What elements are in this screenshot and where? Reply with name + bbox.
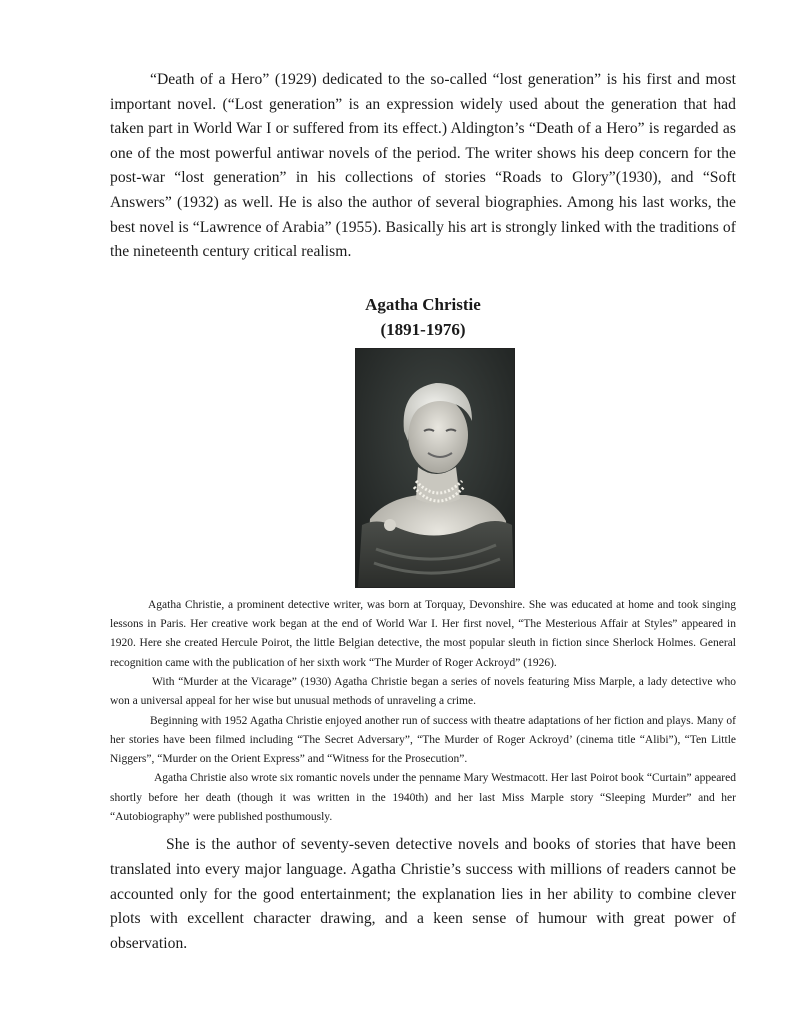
biography-paragraph-1: Agatha Christie, a prominent detective writer, was born at Torquay, Devonshire. She was educated at home and took singing lessons in Paris. Her creative work began at the end of World War I. Her first novel, “The Mesterious Affair at Styles” appeared in 1920. Here she created Hercule Poirot, the little Belgian detective, the most popular sleuth in fiction since Sherlock Holmes. General recognition came with the publication of her sixth work “The Murder of Roger Ackroyd” (1926). bbox=[110, 598, 736, 669]
document-page bbox=[110, 68, 736, 956]
biography-paragraph-2: With “Murder at the Vicarage” (1930) Agatha Christie began a series of novels featuring Miss Marple, a lady detective who won a universal appeal for her wise but unusual methods of unraveling a crime. bbox=[110, 675, 736, 708]
biography-paragraph-4: Agatha Christie also wrote six romantic novels under the penname Mary Westmacott. Her last Poirot book “Curtain” appeared shortly before her death (though it was written in the 1940th) and her last Miss Marple story “Sleeping Murder” and her “Autobiography” were published posthumously. bbox=[110, 772, 736, 824]
closing-paragraph: She is the author of seventy-seven detective novels and books of stories that have been translated into every major language. Agatha Christie’s success with millions of readers cannot be accounted only for the good entertainment; the explanation lies in her ability to combine clever plots with excellent character drawing, and a keen sense of humour with great power of observation. bbox=[110, 836, 736, 952]
intro-paragraph: “Death of a Hero” (1929) dedicated to the so-called “lost generation” is his first and most important novel. (“Lost generation” is an expression widely used about the generation that had taken part in World War I or suffered from its effect.) Aldington’s “Death of a Hero” is regarded as one of the most powerful antiwar novels of the period. The writer shows his deep concern for the post-war “lost generation” in his collections of stories “Roads to Glory”(1930), and “Soft Answers” (1932) as well. He is also the author of several biographies. Among his last works, the best novel is “Lawrence of Arabia” (1955). Basically his art is strongly linked with the traditions of the nineteenth century critical realism. bbox=[110, 71, 736, 261]
biography-paragraph-3: Beginning with 1952 Agatha Christie enjoyed another run of success with theatre adaptations of her fiction and plays. Many of her stories have been filmed including “The Secret Adversary”, “The Murder of Roger Ackroyd’ (cinema title “Alibi”), “Ten Little Niggers”, “Murder on the Orient Express” and “Witness for the Prosecution”. bbox=[110, 714, 736, 766]
author-portrait-photo bbox=[355, 348, 515, 588]
section-years: (1891-1976) bbox=[380, 319, 466, 339]
section-title: Agatha Christie bbox=[365, 294, 481, 314]
